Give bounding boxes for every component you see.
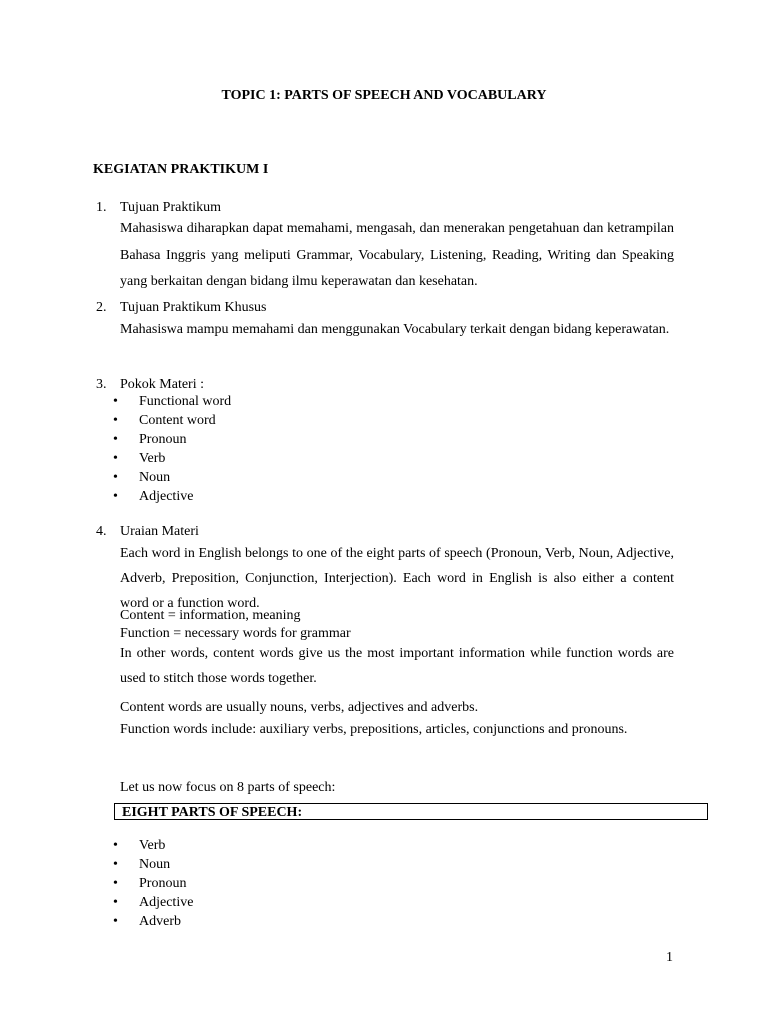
content-definition: Content = information, meaning bbox=[120, 608, 301, 623]
section-number-3: 3. bbox=[96, 377, 107, 392]
section-body-1: Mahasiswa diharapkan dapat memahami, mengasah, dan menerakan pengetahuan dan ketrampilan Bahasa Inggris yang meliputi Grammar, Vocabulary, Listening, Reading, Writing dan Speaking yang berkaitan dengan bidang ilmu keperawatan dan kesehatan. bbox=[120, 221, 674, 289]
section-body-4-intro: Each word in English belongs to one of the eight parts of speech (Pronoun, Verb, Noun, Adjective, Adverb, Preposition, Conjunction, Interjection). Each word in English is also either a content word or a function word. bbox=[120, 546, 674, 611]
section-heading-4: Uraian Materi bbox=[120, 524, 199, 539]
function-definition: Function = necessary words for grammar bbox=[120, 626, 351, 641]
page-number: 1 bbox=[666, 950, 673, 965]
focus-text: Let us now focus on 8 parts of speech: bbox=[120, 780, 336, 795]
section-heading-3: Pokok Materi : bbox=[120, 377, 204, 392]
document-title: TOPIC 1: PARTS OF SPEECH AND VOCABULARY bbox=[221, 88, 547, 103]
function-words-text: Function words include: auxiliary verbs, prepositions, articles, conjunctions and pronouns. bbox=[120, 722, 628, 737]
section-body-4-words: In other words, content words give us the most important information while function words are used to stitch those words together. bbox=[120, 646, 674, 686]
section-number-2: 2. bbox=[96, 300, 107, 315]
section-heading-2: Tujuan Praktikum Khusus bbox=[120, 300, 267, 315]
section-heading: KEGIATAN PRAKTIKUM I bbox=[93, 162, 269, 177]
section-body-2: Mahasiswa mampu memahami dan menggunakan Vocabulary terkait dengan bidang keperawatan. bbox=[120, 322, 670, 337]
section-heading-1: Tujuan Praktikum bbox=[120, 200, 221, 215]
content-words-text: Content words are usually nouns, verbs, adjectives and adverbs. bbox=[120, 700, 479, 715]
eight-parts-box: EIGHT PARTS OF SPEECH: bbox=[114, 803, 708, 820]
section-number-1: 1. bbox=[96, 200, 107, 215]
section-number-4: 4. bbox=[96, 524, 107, 539]
